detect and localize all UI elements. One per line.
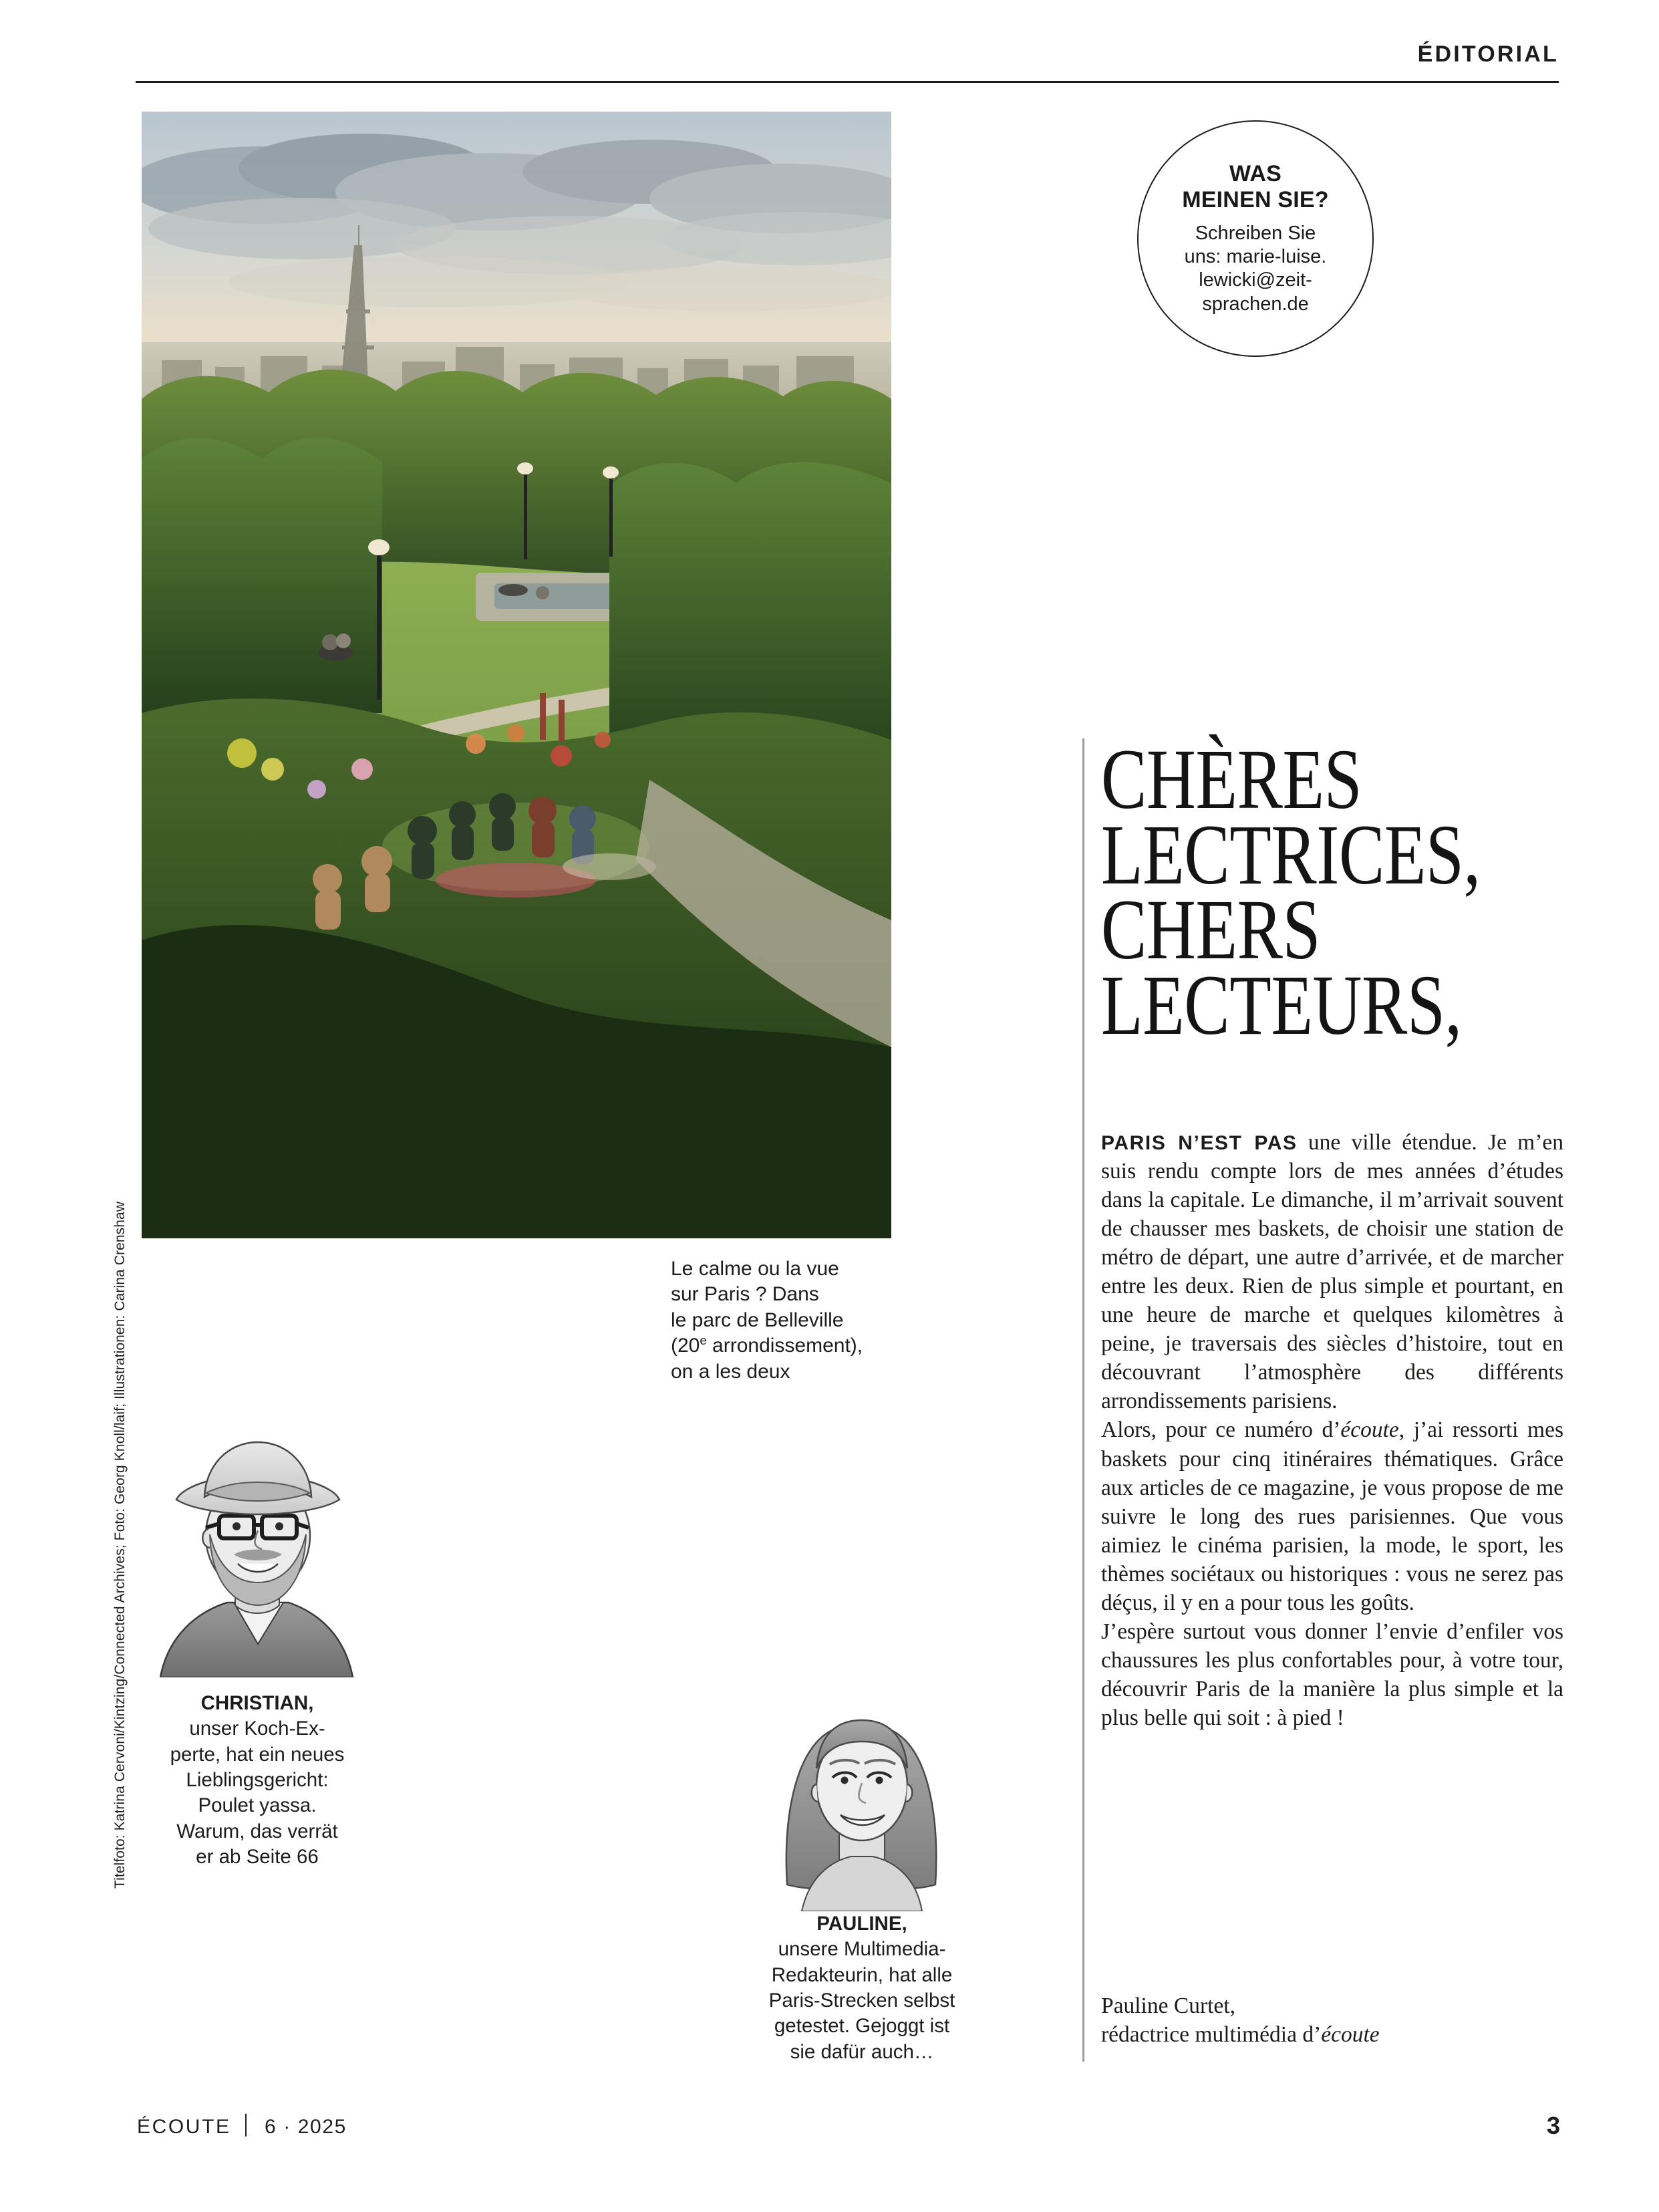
headline-line-3: CHERS [1101, 882, 1321, 978]
editorial-body [1101, 1128, 1563, 1732]
editorial-para-2-b: , j’ai ressorti mes baskets pour cinq itinéraires thématiques. Grâce aux articles de ce magazine, je vous propose de me suivre le long des rues parisiennes. Que vous aimiez le cinéma parisien, la mode, le sport, les thèmes sociétaux ou historiques : vous ne serez pas déçus, il y en a pour tous les goûts. [1101, 1417, 1563, 1615]
caption-christian-line-2: perte, hat ein neues [170, 1743, 345, 1766]
signature-role-italic: écoute [1321, 2022, 1380, 2048]
editorial-para-1-text: une ville étendue. Je m’en suis rendu compte lors de mes années d’études dans la capitale. Le dimanche, il m’arrivait souvent de chausser mes baskets, de choisir une station de métro de départ, une autre d’arrivée, et de marcher entre les deux. Rien de plus simple et pourtant, en une heure de marche et quelques kilomètres à peine, je traversais des siècles d’histoire, tout en découvrant l’atmosphère des différents arrondissements parisiens. [1101, 1130, 1564, 1414]
headline-line-2: LECTRICES, [1101, 807, 1481, 902]
editorial-signature [1101, 1991, 1563, 2049]
editorial-para-2-a: Alors, pour ce numéro d’ [1101, 1417, 1341, 1443]
signature-role [1101, 2020, 1563, 2049]
editorial-headline [1101, 732, 1593, 1053]
editorial-paragraph-3: J’espère surtout vous donner l’envie d’enfiler vos chaussures les plus confortables pour, à votre tour, découvrir Paris de la manière la plus simple et la plus belle qui soit : à pied ! [1101, 1619, 1563, 1730]
caption-christian-line-5: Warum, das verrät [176, 1820, 338, 1842]
caption-christian-line-6: er ab Seite 66 [196, 1846, 319, 1869]
badge-heading-line-1: WAS [1229, 160, 1282, 186]
badge-body-line-2: uns: marie-luise. [1184, 246, 1327, 268]
badge-heading-line-2: MEINEN SIE? [1182, 187, 1329, 213]
header-divider [136, 81, 1559, 83]
caption-ordinal-sup: e [700, 1333, 707, 1348]
caption-pauline-line-5: sie dafür auch… [790, 2040, 934, 2063]
footer-separator [245, 2114, 247, 2136]
photo-caption-line-4 [671, 1333, 925, 1359]
photo-caption-line-3: le parc de Belleville [671, 1308, 844, 1331]
photo-caption-line-5: on a les deux [671, 1360, 790, 1383]
editorial-para-2-italic: écoute [1340, 1417, 1399, 1443]
editorial-lead-in: PARIS N’EST PAS [1101, 1132, 1298, 1154]
editorial-paragraph-2 [1101, 1415, 1563, 1617]
caption-pauline-line-2: Redakteurin, hat alle [771, 1963, 953, 1986]
portrait-pauline-illustration [755, 1684, 969, 1911]
photo-caption [671, 1256, 925, 1385]
editorial-column-rule [1082, 738, 1084, 2062]
caption-pauline-line-3: Paris-Strecken selbst [768, 1989, 955, 2012]
photo-caption-line-2: sur Paris ? Dans [671, 1283, 819, 1306]
page-number: 3 [1546, 2112, 1560, 2139]
editorial-paragraph-1 [1101, 1128, 1563, 1415]
caption-christian-name: CHRISTIAN, [200, 1692, 314, 1714]
signature-role-text: rédactrice multimédia d’ [1101, 2022, 1322, 2048]
caption-pauline-line-4: getestet. Gejoggt ist [774, 2015, 950, 2038]
badge-body [1185, 222, 1327, 317]
hero-photo [142, 112, 891, 1238]
caption-pauline [728, 1911, 996, 2065]
caption-pauline-line-1: unsere Multimedia- [778, 1938, 946, 1961]
badge-body-line-1: Schreiben Sie [1195, 222, 1316, 244]
caption-christian-line-3: Lieblingsgericht: [186, 1769, 329, 1792]
badge-body-line-4: sprachen.de [1202, 293, 1309, 315]
badge-heading [1182, 161, 1328, 214]
caption-christian-line-1: unser Koch-Ex- [189, 1717, 325, 1740]
caption-christian [127, 1691, 388, 1870]
page-kicker: ÉDITORIAL [1417, 41, 1559, 67]
badge-body-line-3: lewicki@zeit- [1199, 269, 1312, 291]
caption-arr-pre: (20 [671, 1335, 700, 1357]
caption-christian-line-4: Poulet yassa. [198, 1794, 317, 1817]
photo-credit-vertical: Titelfoto: Katrina Cervoni/Kintzing/Connected Archives; Foto: Georg Knoll/laif; Illustrationen: Carina Crenshaw [112, 1201, 128, 1889]
caption-pauline-name: PAULINE, [816, 1913, 907, 1935]
portrait-christian-illustration [134, 1423, 374, 1677]
feedback-badge[interactable] [1137, 120, 1374, 357]
footer-issue: 6 · 2025 [265, 2116, 347, 2138]
photo-caption-line-1: Le calme ou la vue [671, 1258, 839, 1280]
headline-line-1: CHÈRES [1101, 732, 1362, 827]
footer-brand: ÉCOUTE [137, 2116, 231, 2138]
signature-name: Pauline Curtet, [1101, 1993, 1235, 2018]
caption-arr-post: arrondissement), [706, 1335, 863, 1357]
headline-line-4: LECTEURS, [1101, 957, 1462, 1053]
